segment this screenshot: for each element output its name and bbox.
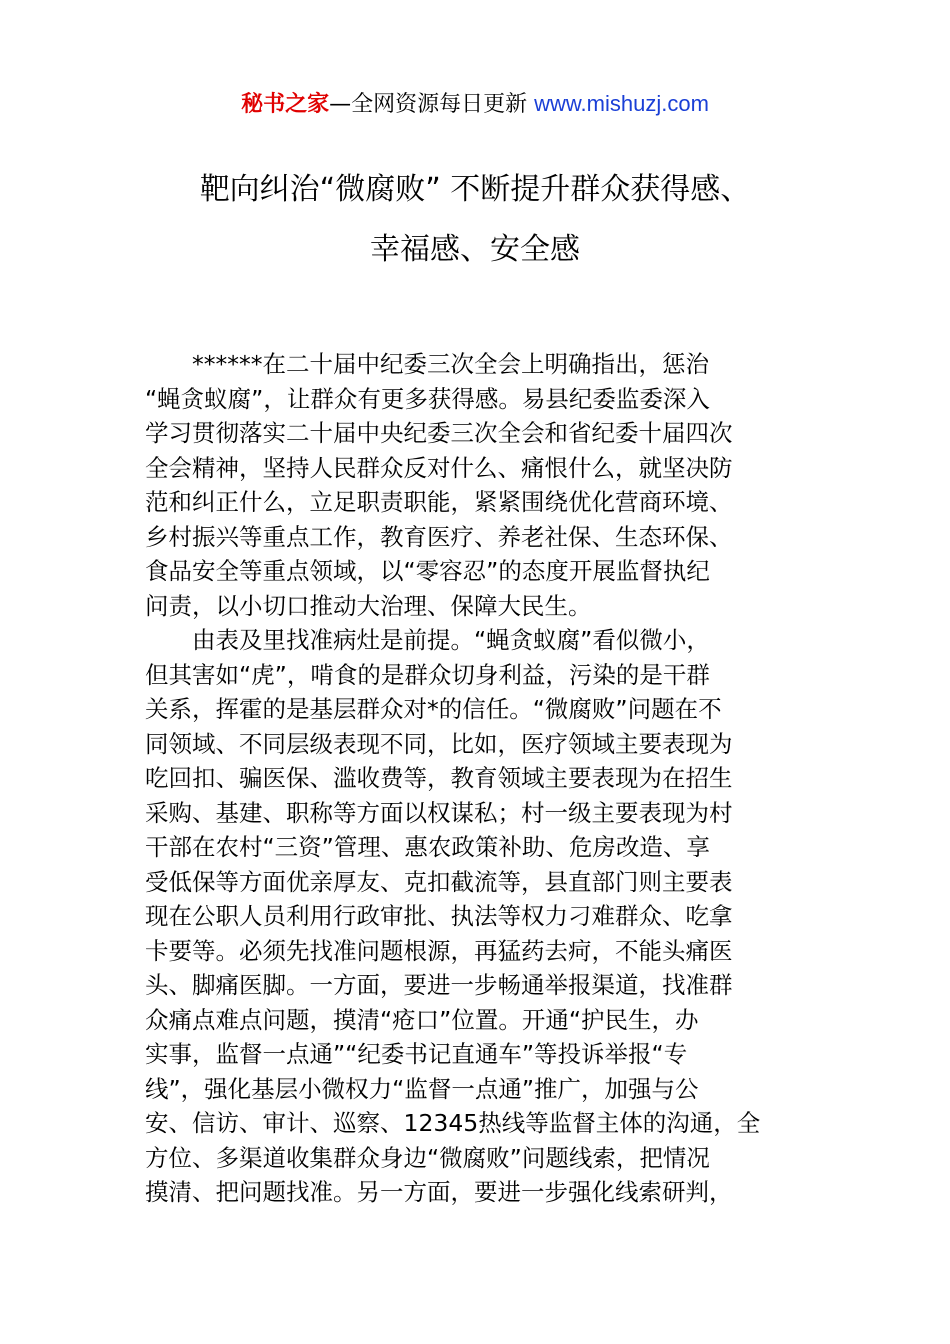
- body-text-line: “蝇贪蚁腐”，让群众有更多获得感。易县纪委监委深入: [145, 384, 710, 413]
- body-text-line: 关系，挥霍的是基层群众对*的信任。“微腐败”问题在不: [145, 695, 722, 723]
- body-text-line: 由表及里找准病灶是前提。“蝇贪蚁腐”看似微小，: [145, 626, 710, 654]
- body-text-line: 线”，强化基层小微权力“监督一点通”推广，加强与公: [145, 1074, 699, 1103]
- document-body: [145, 347, 811, 1210]
- body-text-line: 方位、多渠道收集群众身边“微腐败”问题线索，把情况: [145, 1143, 710, 1172]
- body-text-line: 安、信访、审计、巡察、12345热线等监督主体的沟通，全: [145, 1109, 761, 1137]
- brand-name: 秘书之家: [241, 92, 330, 117]
- title-line: 幸福感、安全感: [370, 232, 580, 267]
- body-text-line: 实事，监督一点通”“纪委书记直通车”等投诉举报“专: [145, 1040, 688, 1068]
- body-text-line: 但其害如“虎”，啃食的是群众切身利益，污染的是干群: [145, 660, 710, 689]
- body-text-line: 摸清、把问题找准。另一方面，要进一步强化线索研判，: [145, 1178, 733, 1206]
- body-text-line: 问责，以小切口推动大治理、保障大民生。: [145, 591, 592, 620]
- body-text-line: 吃回扣、骗医保、滥收费等，教育领域主要表现为在招生: [145, 764, 733, 792]
- body-text-line: 食品安全等重点领域，以“零容忍”的态度开展监督执纪: [145, 557, 710, 585]
- site-header: [0, 88, 950, 121]
- body-text-line: 全会精神，坚持人民群众反对什么、痛恨什么，就坚决防: [145, 453, 733, 482]
- body-text-line: 卡要等。必须先找准问题根源，再猛药去疴，不能头痛医: [145, 936, 733, 965]
- body-text-line: 采购、基建、职称等方面以权谋私；村一级主要表现为村: [145, 798, 733, 827]
- document-title: [60, 160, 890, 280]
- body-text-line: 范和纠正什么，立足职责职能，紧紧围绕优化营商环境、: [145, 488, 733, 516]
- body-text-line: 同领域、不同层级表现不同，比如，医疗领域主要表现为: [145, 729, 733, 758]
- body-text-line: 头、脚痛医脚。一方面，要进一步畅通举报渠道，找准群: [145, 971, 733, 999]
- body-text-line: ******在二十届中纪委三次全会上明确指出，惩治: [145, 350, 709, 378]
- body-text-line: 现在公职人员利用行政审批、执法等权力刁难群众、吃拿: [145, 902, 733, 930]
- site-url-link[interactable]: www.mishuzj.com: [534, 91, 709, 116]
- body-text-line: 乡村振兴等重点工作，教育医疗、养老社保、生态环保、: [145, 522, 733, 551]
- header-tagline: —全网资源每日更新: [329, 92, 535, 117]
- title-line: 靶向纠治“微腐败” 不断提升群众获得感、: [199, 172, 751, 207]
- body-text-line: 众痛点难点问题，摸清“疮口”位置。开通“护民生，办: [145, 1005, 699, 1034]
- body-text-line: 受低保等方面优亲厚友、克扣截流等，县直部门则主要表: [145, 867, 733, 896]
- body-text-line: 干部在农村“三资”管理、惠农政策补助、危房改造、享: [145, 833, 710, 861]
- body-text-line: 学习贯彻落实二十届中央纪委三次全会和省纪委十届四次: [145, 419, 733, 447]
